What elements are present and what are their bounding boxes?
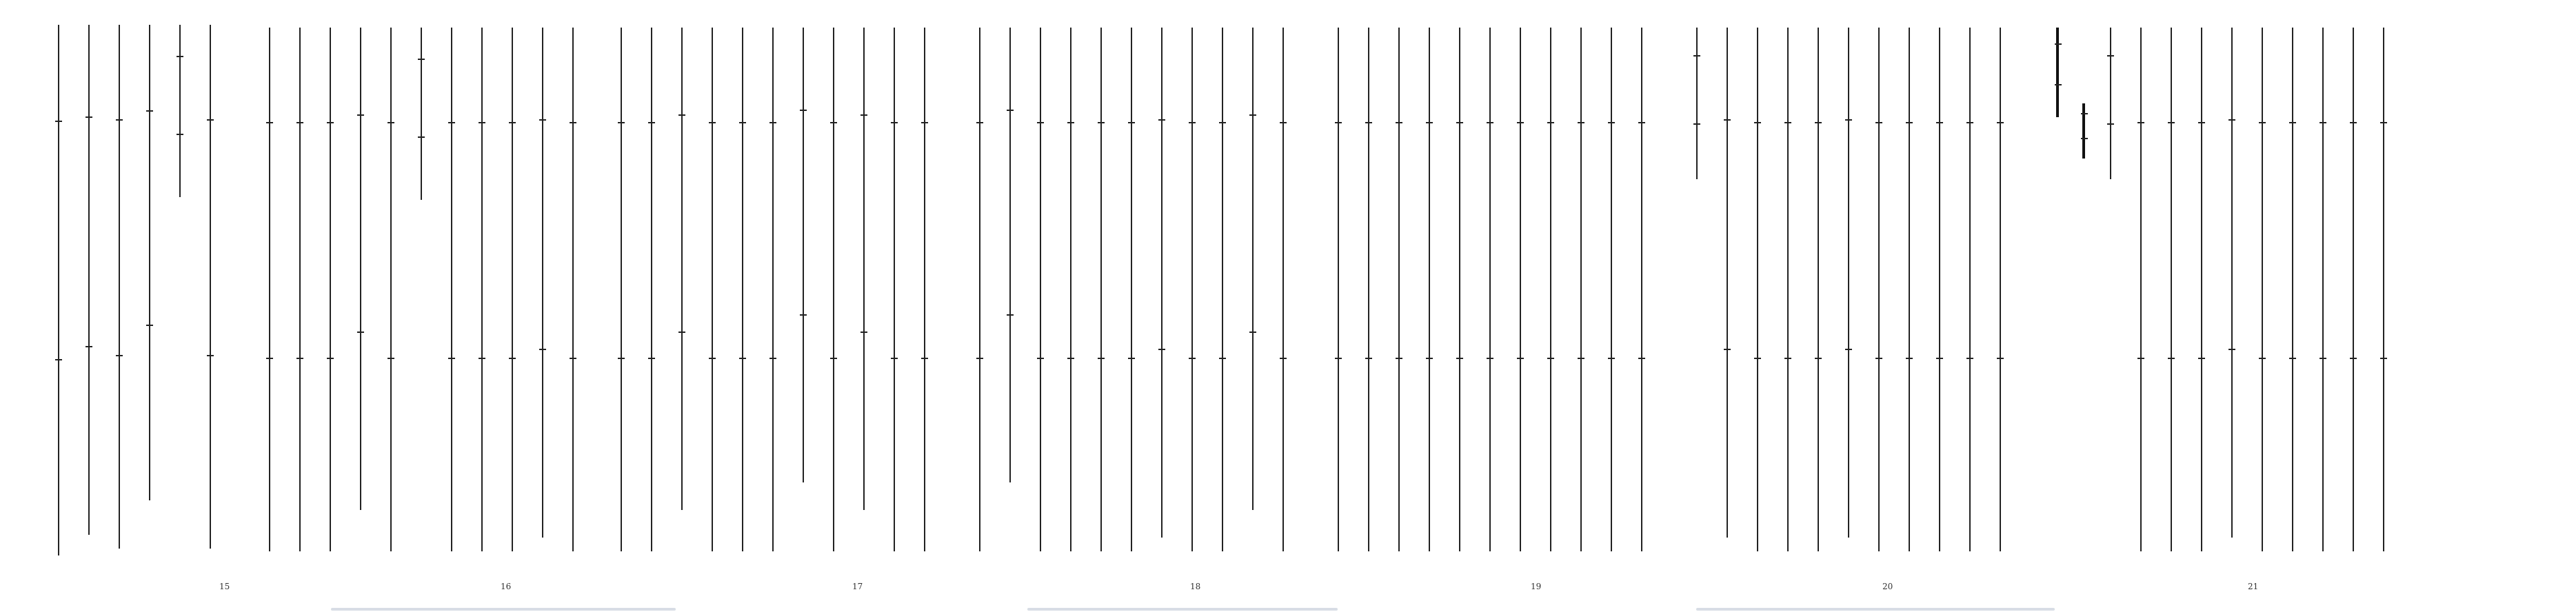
text-column [2000, 28, 2003, 551]
page-17 [607, 0, 952, 612]
text-column [299, 28, 303, 551]
text-column [651, 28, 654, 551]
text-column [1696, 28, 1700, 179]
text-column [2262, 28, 2265, 551]
text-column [1787, 28, 1791, 551]
section-heading [2056, 28, 2062, 117]
text-column [924, 28, 927, 551]
text-column [1368, 28, 1371, 551]
text-column [621, 28, 624, 551]
text-column [2353, 28, 2356, 551]
text-column [542, 28, 545, 538]
text-column [979, 28, 983, 551]
text-column [1100, 28, 1104, 551]
text-column [2201, 28, 2204, 551]
text-column [1757, 28, 1760, 551]
text-column [2383, 28, 2386, 551]
text-column [360, 28, 363, 510]
text-column [88, 25, 92, 535]
page-16 [255, 0, 593, 612]
text-column [1550, 28, 1553, 551]
text-column [330, 28, 333, 551]
scroll-indicator[interactable] [331, 608, 676, 611]
page-number: 19 [1531, 582, 1542, 591]
text-column [421, 28, 424, 200]
page-21 [2041, 0, 2399, 612]
page-number: 16 [501, 582, 512, 591]
text-column [2171, 28, 2174, 551]
page-20 [1682, 0, 2027, 612]
scroll-indicator[interactable] [1027, 608, 1338, 611]
text-column [451, 28, 454, 551]
text-column [1338, 28, 1341, 551]
text-column [1009, 28, 1013, 482]
text-column [1040, 28, 1043, 551]
text-column [894, 28, 897, 551]
text-column [2140, 28, 2144, 551]
page-number: 18 [1190, 582, 1201, 591]
text-column [681, 28, 685, 510]
text-column [1429, 28, 1432, 551]
text-column [179, 25, 183, 197]
page-number: 20 [1882, 582, 1893, 591]
text-column [1611, 28, 1614, 551]
text-column [1131, 28, 1134, 551]
text-column [803, 28, 806, 482]
text-column [481, 28, 485, 551]
page-number: 15 [219, 582, 230, 591]
page-number: 17 [852, 582, 863, 591]
page-18 [965, 0, 1310, 612]
text-column [572, 28, 576, 551]
section-heading [2082, 103, 2089, 159]
page-15 [41, 0, 248, 612]
page-19 [1324, 0, 1669, 612]
text-column [1727, 28, 1730, 538]
text-column [1878, 28, 1882, 551]
text-column [58, 25, 61, 555]
text-column [119, 25, 122, 549]
text-column [2110, 28, 2113, 179]
text-column [1818, 28, 1821, 551]
text-column [1222, 28, 1225, 551]
text-column [1161, 28, 1165, 538]
text-column [1398, 28, 1402, 551]
text-column [863, 28, 867, 510]
text-column [1969, 28, 1973, 551]
text-column [2292, 28, 2295, 551]
text-column [149, 25, 152, 500]
text-column [1641, 28, 1644, 551]
text-column [1580, 28, 1584, 551]
text-column [2322, 28, 2326, 551]
text-column [210, 25, 213, 549]
page-number: 21 [2248, 582, 2259, 591]
text-column [390, 28, 394, 551]
text-column [1070, 28, 1074, 551]
text-column [742, 28, 745, 551]
text-column [772, 28, 776, 551]
text-column [833, 28, 836, 551]
text-column [712, 28, 715, 551]
text-column [269, 28, 272, 551]
text-column [1252, 28, 1256, 510]
text-column [1489, 28, 1493, 551]
text-column [512, 28, 515, 551]
text-column [1848, 28, 1851, 538]
text-column [1909, 28, 1912, 551]
text-column [1191, 28, 1195, 551]
text-column [1459, 28, 1462, 551]
text-column [1520, 28, 1523, 551]
text-column [1939, 28, 1942, 551]
text-column [1282, 28, 1286, 551]
scroll-indicator[interactable] [1696, 608, 2055, 611]
text-column [2231, 28, 2235, 538]
